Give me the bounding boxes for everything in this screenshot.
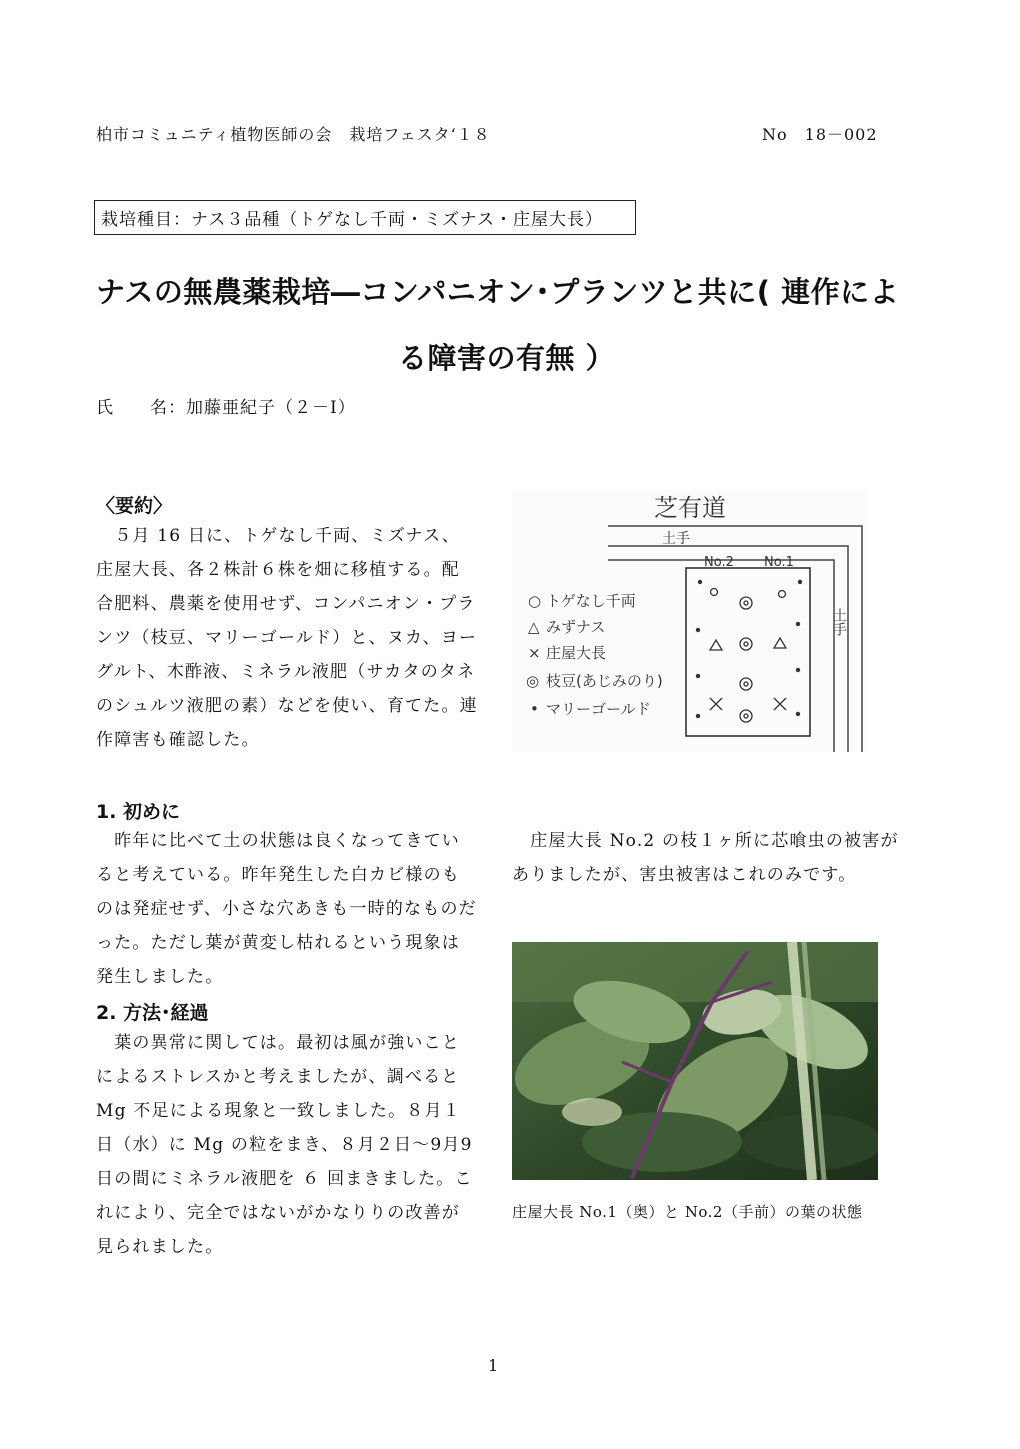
legend-mark-1: ○ — [528, 592, 542, 610]
photo-svg — [512, 942, 878, 1180]
crop-box: 栽培種目：ナス３品種（トゲなし千両・ミズナス・庄屋大長） — [94, 200, 636, 235]
document-number: No 18－002 — [762, 125, 878, 144]
legend-text-5: マリーゴールド — [546, 700, 651, 718]
author — [96, 393, 356, 418]
section-1-text: 昨年に比べて土の状態は良くなってきていると考えている。昨年発生した白カビ様のものは発症せず、小さな穴あきも一時的なものだった。ただし葉が黄変し枯れるという現象は発生しました。 — [96, 831, 477, 987]
right-column-text: 庄屋大長 No.2 の枝１ヶ所に芯喰虫の被害がありましたが、害虫被害はこれのみです。 — [512, 831, 899, 885]
legend-text-1: トゲなし千両 — [546, 592, 636, 610]
legend-mark-5: • — [530, 700, 539, 718]
header-org: 柏市コミュニティ植物医師の会 栽培フェスタ‘１８ — [96, 125, 491, 144]
legend-mark-4: ◎ — [526, 672, 540, 690]
author-label: 氏 名： — [96, 398, 186, 418]
column-no1-label: No.1 — [764, 555, 794, 570]
title-line-2: る障害の有無 ） — [398, 341, 616, 375]
page-number: 1 — [488, 1356, 499, 1375]
legend-text-4: 枝豆(あじみのり) — [546, 672, 663, 690]
section-2-heading: 2. 方法･経過 — [96, 1002, 209, 1024]
photo-caption: 庄屋大長 No.1（奥）と No.2（手前）の葉の状態 — [512, 1203, 863, 1221]
summary-text: ５月 16 日に、トゲなし千両、ミズナス、庄屋大長、各２株計６株を畑に移植する。配合肥料、農薬を使用せず、コンパニオン・プランツ（枝豆、マリーゴールド）と、ヌカ、ヨーグルト、木酢液、ミネラル液肥（サカタのタネのシュルツ液肥の素）などを使い、育てた。連作障害も確認した。 — [96, 526, 478, 750]
section-1-heading: 1. 初めに — [96, 801, 181, 823]
legend-mark-3: × — [528, 644, 541, 662]
bank-side-label: 土手 — [831, 608, 847, 636]
column-no2-label: No.2 — [704, 555, 734, 570]
legend-text-3: 庄屋大長 — [546, 644, 607, 662]
legend-text-2: みずナス — [546, 618, 606, 636]
bank-top-label: 土手 — [662, 531, 690, 547]
field-diagram-svg — [512, 490, 868, 752]
title-line-1: ナスの無農薬栽培―コンパニオン･プランツと共に( 連作によ — [96, 275, 900, 309]
section-2-text: 葉の異常に関しては。最初は風が強いことによるストレスかと考えましたが、調べるとMg 不足による現象と一致しました。８月１日（水）に Mg の粒をまき、８月２日～9月9 日の間にミネラル液肥を ６ 回まきました。これにより、完全ではないがかなりりの改善が見られました。 — [96, 1033, 473, 1257]
eggplant-leaf-photo — [512, 942, 878, 1180]
legend-mark-2: △ — [528, 618, 540, 636]
summary-heading: 〈要約〉 — [96, 495, 173, 517]
field-diagram — [512, 490, 868, 752]
author-name: 加藤亜紀子（２－I） — [186, 398, 356, 418]
road-label: 芝有道 — [654, 494, 726, 522]
